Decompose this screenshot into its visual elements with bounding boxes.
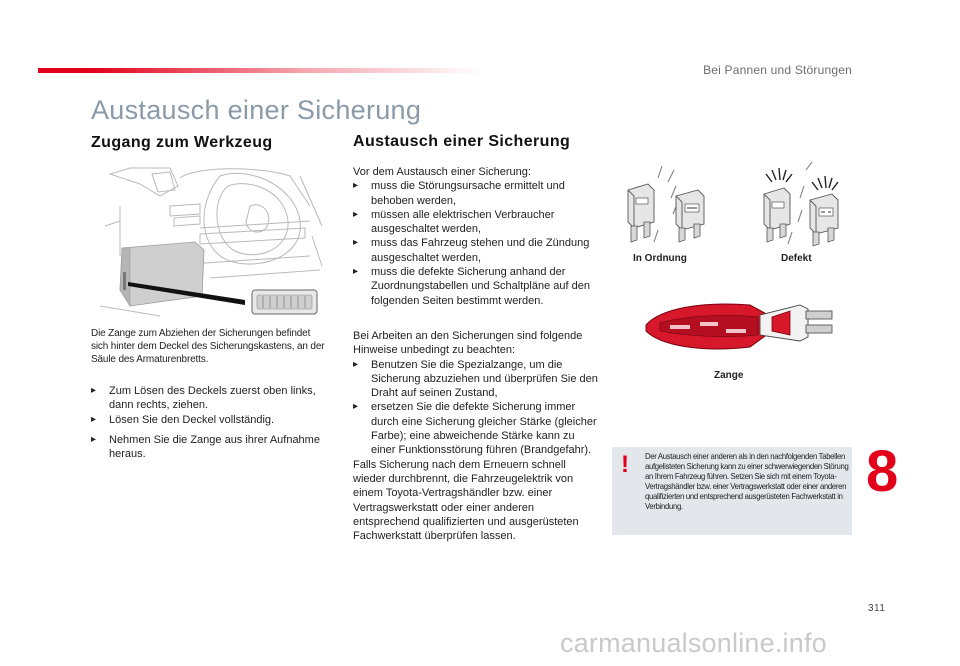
- fuse-ok-illustration: [618, 160, 708, 250]
- list-item-text: müssen alle elektrischen Verbraucher ausgeschaltet werden,: [371, 208, 555, 236]
- warning-exclamation-icon: !: [621, 451, 629, 478]
- section-heading-tool-access: Zugang zum Werkzeug: [91, 134, 273, 151]
- warning-box: [612, 447, 852, 535]
- fuse-ok-label: In Ordnung: [633, 253, 687, 264]
- chapter-title: Bei Pannen und Störungen: [703, 63, 852, 77]
- pliers-removal-steps: [91, 433, 327, 462]
- page-number: 311: [868, 603, 886, 614]
- arrow-bullet-icon: ▸: [353, 180, 359, 192]
- fuse-defect-label: Defekt: [781, 253, 812, 264]
- lid-removal-steps: [91, 384, 327, 427]
- list-item-text: ersetzen Sie die defekte Sicherung immer durch eine Sicherung gleicher Stärke (gleicher Farbe); eine abweichende Stärke kann zu einer Funktionsstörung führen (Brandgefahr).: [371, 401, 597, 457]
- list-item-text: muss die defekte Sicherung anhand der Zuordnungstabellen und Schaltpläne auf den folgenden Seiten bestimmt werden.: [371, 266, 590, 307]
- arrow-bullet-icon: ▸: [91, 434, 97, 445]
- fuse-defect-illustration: [752, 160, 852, 250]
- list-item-text: Nehmen Sie die Zange aus ihrer Aufnahme heraus.: [109, 434, 320, 461]
- before-intro: Vor dem Austausch einer Sicherung:: [353, 166, 531, 178]
- list-item-text: Lösen Sie den Deckel vollständig.: [109, 413, 275, 426]
- arrow-bullet-icon: ▸: [353, 237, 359, 249]
- arrow-bullet-icon: ▸: [353, 358, 359, 370]
- list-item: [353, 179, 593, 208]
- work-tail-text: Falls Sicherung nach dem Erneuern schnell wieder durchbrennt, die Fahrzeugelektrik von einem Toyota-Vertragshändler bzw. einer Vertragswerkstatt oder einer anderen entsprechend qualifizierten und ausgerüsteten Fachwerkstatt überprüfen lassen.: [353, 458, 579, 543]
- watermark: carmanualsonline.info: [560, 628, 827, 658]
- arrow-bullet-icon: ▸: [353, 401, 359, 413]
- warning-text: Der Austausch einer anderen als in den nachfolgenden Tabellen aufgelisteten Sicherung kann zu einer schwerwiegenden Störung an Ihrem Fahrzeug führen. Setzen Sie sich mit einem Toyota-Vertragshändler bzw. einer Vertragswerkstatt oder einer anderen qualifizierten und entsprechend ausgerüsteten Fachwerkstatt in Verbindung.: [645, 451, 849, 512]
- tool-location-caption: Die Zange zum Abziehen der Sicherungen befindet sich hinter dem Deckel des Sicherungskastens, an der Säule des Armaturenbretts.: [91, 328, 325, 365]
- list-item: [353, 236, 593, 265]
- arrow-bullet-icon: ▸: [353, 266, 359, 278]
- dashboard-fusebox-illustration: [100, 166, 326, 320]
- list-item: [353, 208, 593, 237]
- work-notes-block: [353, 329, 598, 543]
- header-accent-bar: [38, 68, 483, 73]
- list-item: [91, 384, 327, 413]
- chapter-number: 8: [866, 439, 899, 504]
- list-item: [353, 400, 598, 457]
- arrow-bullet-icon: ▸: [353, 208, 359, 220]
- list-item-text: muss das Fahrzeug stehen und die Zündung ausgeschaltet werden,: [371, 237, 590, 264]
- before-replacement-block: [353, 165, 593, 308]
- list-item: [91, 413, 327, 427]
- work-intro: Bei Arbeiten an den Sicherungen sind folgende Hinweise unbedingt zu beachten:: [353, 330, 583, 357]
- list-item-text: Zum Lösen des Deckels zuerst oben links, dann rechts, ziehen.: [109, 385, 316, 412]
- section-heading-fuse-replacement: Austausch einer Sicherung: [353, 133, 571, 150]
- list-item-text: Benutzen Sie die Spezialzange, um die Sicherung abzuziehen und überprüfen Sie den Draht auf seinen Zustand,: [371, 358, 598, 400]
- list-item: [91, 433, 327, 462]
- arrow-bullet-icon: ▸: [91, 385, 97, 396]
- pliers-label: Zange: [714, 370, 744, 381]
- list-item: [353, 265, 593, 308]
- page-title: Austausch einer Sicherung: [91, 95, 422, 125]
- list-item-text: muss die Störungsursache ermittelt und behoben werden,: [371, 180, 565, 207]
- fuse-pliers-illustration: [640, 295, 840, 360]
- arrow-bullet-icon: ▸: [91, 413, 97, 425]
- list-item: [353, 358, 598, 401]
